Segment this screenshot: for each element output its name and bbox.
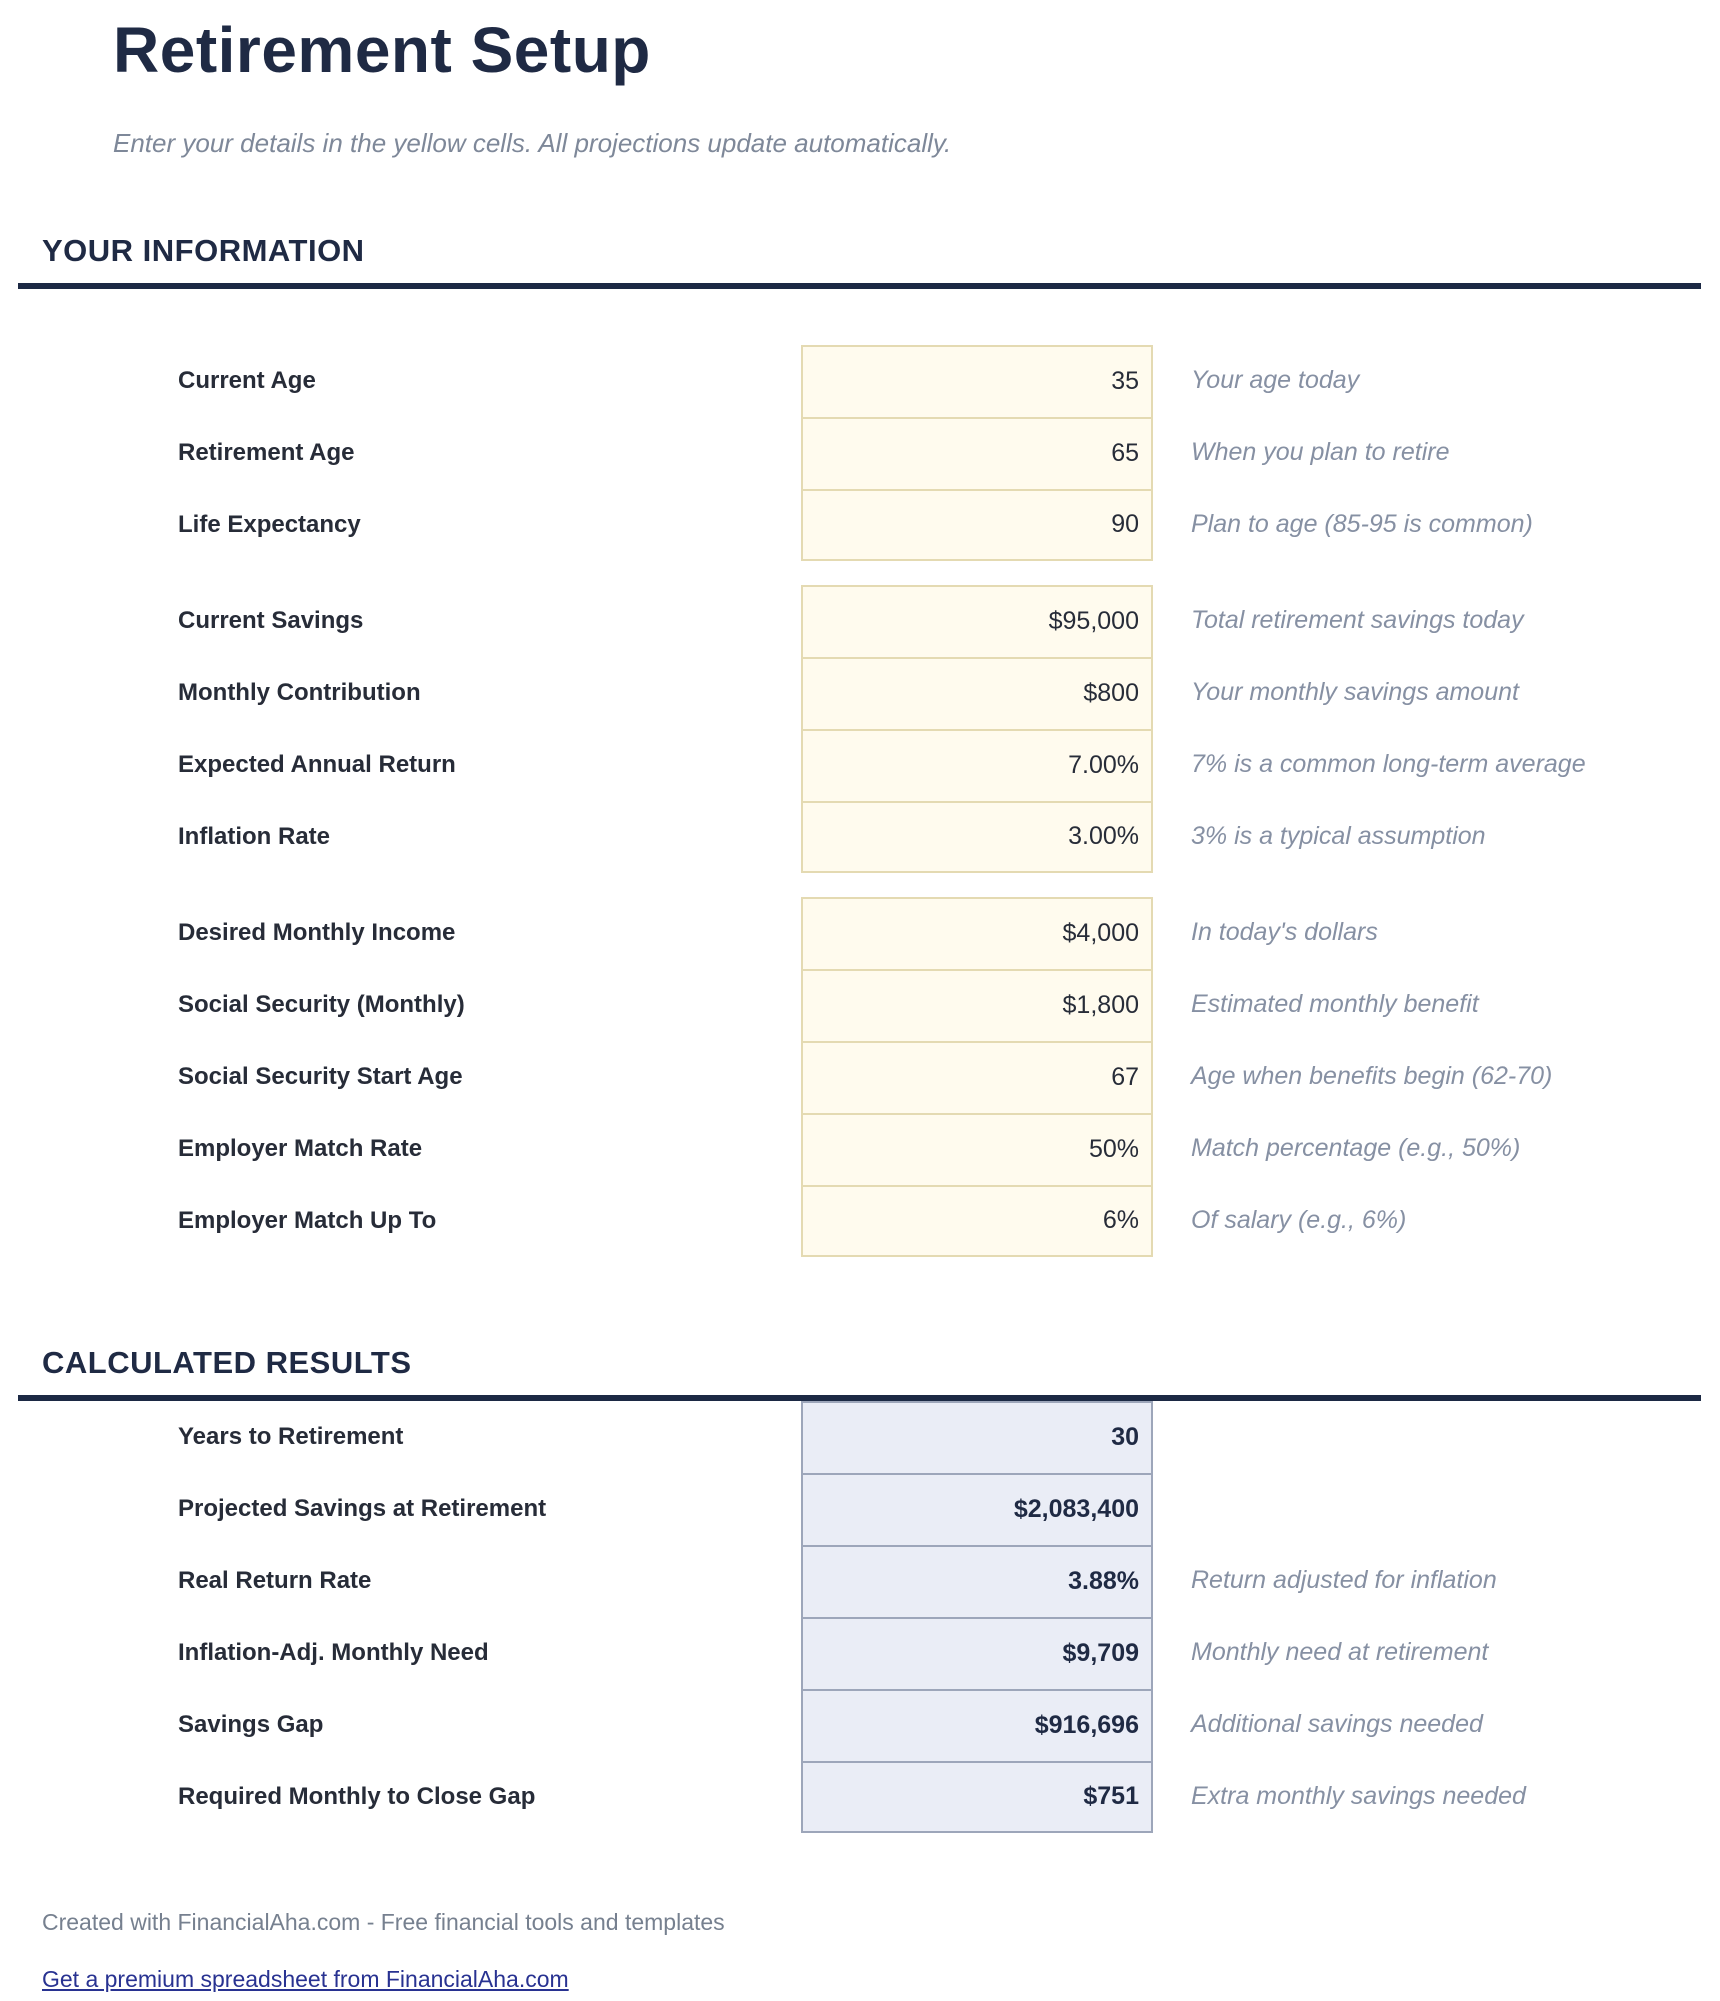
input-group (0, 585, 1720, 873)
field-label: Inflation Rate (178, 822, 331, 850)
field-hint: Total retirement savings today (1191, 606, 1524, 635)
result-cell: $916,696 (801, 1689, 1153, 1761)
input-cell[interactable]: 90 (801, 489, 1153, 561)
field-label: Employer Match Rate (178, 1134, 423, 1162)
input-row (178, 585, 1720, 657)
input-row (178, 1113, 1720, 1185)
field-hint: Your monthly savings amount (1191, 678, 1519, 707)
result-cell: $9,709 (801, 1617, 1153, 1689)
result-cell: $751 (801, 1761, 1153, 1833)
field-label: Retirement Age (178, 438, 355, 466)
input-cell[interactable]: 65 (801, 417, 1153, 489)
input-cell[interactable]: 7.00% (801, 729, 1153, 801)
field-label: Social Security (Monthly) (178, 990, 465, 1018)
premium-spreadsheet-link[interactable]: Get a premium spreadsheet from FinancialAha.com (42, 1965, 569, 1992)
field-label: Real Return Rate (178, 1566, 372, 1594)
field-hint: 7% is a common long-term average (1191, 750, 1586, 779)
field-label: Life Expectancy (178, 510, 361, 538)
input-cell[interactable]: $1,800 (801, 969, 1153, 1041)
field-hint: Return adjusted for inflation (1191, 1566, 1497, 1595)
input-cell[interactable]: 35 (801, 345, 1153, 417)
result-row (178, 1689, 1720, 1761)
section-heading-your-information: YOUR INFORMATION (42, 232, 365, 268)
field-label: Projected Savings at Retirement (178, 1494, 547, 1522)
input-group (0, 345, 1720, 561)
field-hint: Extra monthly savings needed (1191, 1782, 1526, 1811)
field-label: Current Savings (178, 606, 364, 634)
result-cell: $2,083,400 (801, 1473, 1153, 1545)
field-label: Years to Retirement (178, 1422, 404, 1450)
input-row (178, 489, 1720, 561)
field-hint: Plan to age (85-95 is common) (1191, 510, 1533, 539)
field-hint: Monthly need at retirement (1191, 1638, 1489, 1667)
result-cell: 3.88% (801, 1545, 1153, 1617)
credit-text: Created with FinancialAha.com - Free financial tools and templates (42, 1908, 725, 1935)
input-row (178, 801, 1720, 873)
result-cell: 30 (801, 1401, 1153, 1473)
input-cell[interactable]: $4,000 (801, 897, 1153, 969)
field-hint: Estimated monthly benefit (1191, 990, 1479, 1019)
input-row (178, 729, 1720, 801)
result-row (178, 1473, 1720, 1545)
section-divider-your-information (18, 283, 1701, 289)
input-cell[interactable]: $800 (801, 657, 1153, 729)
input-group (0, 897, 1720, 1257)
field-label: Desired Monthly Income (178, 918, 456, 946)
input-cell[interactable]: 3.00% (801, 801, 1153, 873)
input-row (178, 1185, 1720, 1257)
result-row (178, 1617, 1720, 1689)
input-row (178, 1041, 1720, 1113)
section-heading-calculated-results: CALCULATED RESULTS (42, 1344, 412, 1380)
result-row (178, 1545, 1720, 1617)
field-hint: Match percentage (e.g., 50%) (1191, 1134, 1521, 1163)
field-hint: Additional savings needed (1191, 1710, 1483, 1739)
input-row (178, 417, 1720, 489)
input-cell[interactable]: 50% (801, 1113, 1153, 1185)
field-hint: In today's dollars (1191, 918, 1378, 947)
your-information-rows (0, 345, 1720, 1257)
footer (42, 1909, 1720, 1993)
field-hint: Of salary (e.g., 6%) (1191, 1206, 1407, 1235)
result-row (178, 1761, 1720, 1833)
field-label: Expected Annual Return (178, 750, 456, 778)
field-label: Current Age (178, 366, 316, 394)
field-label: Savings Gap (178, 1710, 324, 1738)
result-row (178, 1401, 1720, 1473)
input-cell[interactable]: 67 (801, 1041, 1153, 1113)
field-hint: Age when benefits begin (62-70) (1191, 1062, 1553, 1091)
field-hint: 3% is a typical assumption (1191, 822, 1486, 851)
input-row (178, 897, 1720, 969)
field-label: Social Security Start Age (178, 1062, 463, 1090)
field-hint: When you plan to retire (1191, 438, 1450, 467)
retirement-setup-page (0, 14, 1720, 2001)
input-row (178, 657, 1720, 729)
field-label: Monthly Contribution (178, 678, 421, 706)
page-title: Retirement Setup (113, 14, 651, 86)
result-group (0, 1401, 1720, 1833)
input-cell[interactable]: $95,000 (801, 585, 1153, 657)
calculated-results-rows (0, 1401, 1720, 1833)
field-label: Inflation-Adj. Monthly Need (178, 1638, 489, 1666)
input-row (178, 969, 1720, 1041)
page-subtitle: Enter your details in the yellow cells. All projections update automatically. (113, 127, 952, 158)
input-row (178, 345, 1720, 417)
field-label: Required Monthly to Close Gap (178, 1782, 536, 1810)
field-hint: Your age today (1191, 366, 1360, 395)
field-label: Employer Match Up To (178, 1206, 437, 1234)
input-cell[interactable]: 6% (801, 1185, 1153, 1257)
